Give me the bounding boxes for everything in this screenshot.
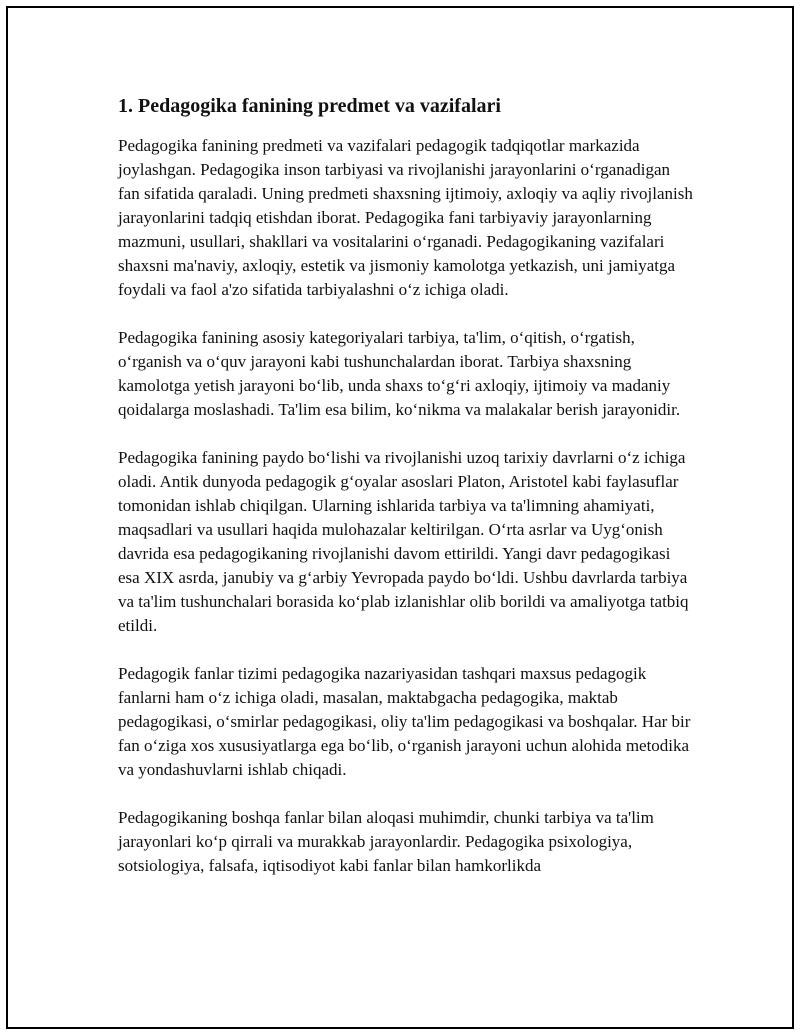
paragraph-subject-and-tasks: Pedagogika fanining predmeti va vazifalari pedagogik tadqiqotlar markazida joylashgan. Pedagogika inson tarbiyasi va rivojlanishi jarayonlarini o‘rganadigan fan sifatida qaraladi. Uning predmeti shaxsning ijtimoiy, axloqiy va aqliy rivojlanish jarayonlarini tadqiq etishdan iborat. Pedagogika fani tarbiyaviy jarayonlarning mazmuni, usullari, shakllari va vositalarini o‘rganadi. Pedagogikaning vazifalari shaxsni ma'naviy, axloqiy, estetik va jismoniy kamolotga yetkazish, uni jamiyatga foydali va faol a'zo sifatida tarbiyalashni o‘z ichiga oladi. (118, 136, 693, 299)
paragraph-pedagogical-sciences-system: Pedagogik fanlar tizimi pedagogika nazariyasidan tashqari maxsus pedagogik fanlarni ham o‘z ichiga oladi, masalan, maktabgacha pedagogika, maktab pedagogikasi, o‘smirlar pedagogikasi, oliy ta'lim pedagogikasi va boshqalar. Har bir fan o‘ziga xos xususiyatlarga ega bo‘lib, o‘rganish jarayoni uchun alohida metodika va yondashuvlarni ishlab chiqadi. (118, 664, 691, 779)
section-title: 1. Pedagogika fanining predmet va vazifalari (118, 95, 501, 117)
paragraph-history: Pedagogika fanining paydo bo‘lishi va rivojlanishi uzoq tarixiy davrlarni o‘z ichiga oladi. Antik dunyoda pedagogik g‘oyalar asoslari Platon, Aristotel kabi faylasuflar tomonidan ishlab chiqilgan. Ularning ishlarida tarbiya va ta'limning ahamiyati, maqsadlari va usullari haqida mulohazalar keltirilgan. O‘rta asrlar va Uyg‘onish davrida esa pedagogikaning rivojlanishi davom ettirildi. Yangi davr pedagogikasi esa XIX asrda, janubiy va g‘arbiy Yevropada paydo bo‘ldi. Ushbu davrlarda tarbiya va ta'lim tushunchalari borasida ko‘plab izlanishlar olib borildi va amaliyotga tatbiq etildi. (118, 448, 689, 635)
paragraph-basic-categories: Pedagogika fanining asosiy kategoriyalari tarbiya, ta'lim, o‘qitish, o‘rgatish, o‘rganish va o‘quv jarayoni kabi tushunchalardan iborat. Tarbiya shaxsning kamolotga yetish jarayoni bo‘lib, unda shaxs to‘g‘ri axloqiy, ijtimoiy va madaniy qoidalarga moslashadi. Ta'lim esa bilim, ko‘nikma va malakalar berish jarayonidir. (118, 328, 681, 419)
document-body (118, 92, 693, 902)
paragraph-interdisciplinary-links: Pedagogikaning boshqa fanlar bilan aloqasi muhimdir, chunki tarbiya va ta'lim jarayonlari ko‘p qirrali va murakkab jarayonlardir. Pedagogika psixologiya, sotsiologiya, falsafa, iqtisodiyot kabi fanlar bilan hamkorlikda (118, 808, 654, 875)
